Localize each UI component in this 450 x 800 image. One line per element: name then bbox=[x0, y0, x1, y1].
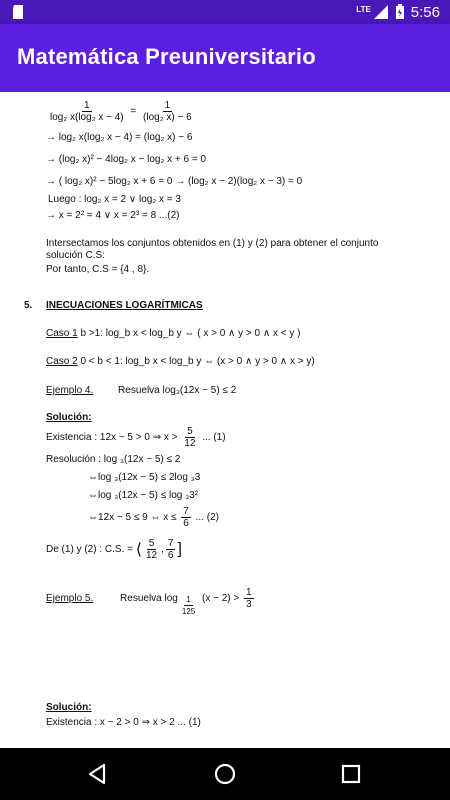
equation-tag: ... (1) bbox=[202, 432, 226, 444]
left-bracket: ⟨ bbox=[135, 541, 142, 559]
paragraph-line: solución C.S: bbox=[46, 250, 105, 261]
denominator: 3 bbox=[246, 599, 252, 610]
equation-tag: ... (2) bbox=[195, 512, 219, 524]
equation-line-6: → x = 2² = 4 ∨ x = 2³ = 8 ...(2) bbox=[46, 210, 180, 221]
fraction bbox=[244, 587, 254, 610]
resolution-line: Resolución : log ₃(12x − 5) ≤ 2 bbox=[46, 454, 181, 465]
numerator: 1 bbox=[246, 587, 252, 598]
log-base-fraction bbox=[180, 594, 197, 617]
ejemplo-5-line bbox=[46, 580, 256, 617]
app-bar bbox=[0, 24, 450, 92]
equation-line-4: → ( log₂ x)² − 5log₂ x + 6 = 0 → (log₂ x − 2)(log₂ x − 3) = 0 bbox=[46, 176, 303, 187]
equation-line-1 bbox=[46, 100, 196, 123]
resolution-text: ⇔12x − 5 ≤ 9 ⇔ x ≤ bbox=[88, 512, 177, 524]
denominator: 12 bbox=[146, 550, 158, 561]
fraction bbox=[144, 538, 159, 561]
app-title: Matemática Preuniversitario bbox=[17, 44, 316, 69]
status-bar bbox=[0, 0, 450, 24]
fraction bbox=[141, 100, 194, 123]
comma: , bbox=[161, 544, 164, 555]
equation-line-3: → (log₂ x)² − 4log₂ x − log₂ x + 6 = 0 bbox=[46, 154, 207, 165]
network-type-label: LTE bbox=[356, 4, 371, 14]
equation-line-5: Luego : log₂ x = 2 ∨ log₂ x = 3 bbox=[48, 194, 181, 205]
section-number: 5. bbox=[24, 300, 33, 311]
sd-card-icon bbox=[10, 4, 26, 20]
equals-sign: = bbox=[130, 106, 137, 118]
resolution-line: ⇔log ₃(12x − 5) ≤ 2log ₃3 bbox=[88, 472, 201, 483]
caso-text: b >1: log_b x < log_b y ⇔ ( x > 0 ∧ y > 0 ∧ x < y ) bbox=[77, 328, 301, 339]
paragraph-line: Por tanto, C.S = {4 , 8}. bbox=[46, 264, 150, 275]
ejemplo-4-line bbox=[46, 385, 236, 396]
caso-text: 0 < b < 1: log_b x < log_b y ⇔ (x > 0 ∧ y > 0 ∧ x > y) bbox=[77, 356, 315, 367]
denominator: 6 bbox=[183, 518, 189, 529]
ejemplo-text: (x − 2) > bbox=[201, 593, 240, 605]
ejemplo-label: Ejemplo 5. bbox=[46, 593, 94, 605]
clock: 5:56 bbox=[410, 3, 440, 21]
numerator: 5 bbox=[148, 538, 155, 549]
section-title: INECUACIONES LOGARÍTMICAS bbox=[46, 300, 203, 311]
ejemplo-text: Resuelva log₃(12x − 5) ≤ 2 bbox=[118, 385, 237, 396]
resolution-line: ⇔log ₃(12x − 5) ≤ log ₃3² bbox=[88, 490, 199, 501]
numerator: 7 bbox=[183, 506, 189, 517]
denominator: 12 bbox=[184, 438, 196, 449]
fraction bbox=[166, 538, 176, 561]
fraction bbox=[48, 100, 126, 123]
ejemplo-text: Resuelva log bbox=[120, 593, 178, 605]
numerator: 1 bbox=[84, 100, 90, 111]
denominator: 6 bbox=[167, 550, 174, 561]
back-icon[interactable] bbox=[82, 758, 114, 790]
document-viewer[interactable] bbox=[0, 92, 450, 748]
numerator: 7 bbox=[167, 538, 174, 549]
fraction bbox=[182, 426, 197, 449]
caso-label: Caso 1 bbox=[46, 328, 78, 339]
resolution-line bbox=[88, 506, 219, 529]
home-icon[interactable] bbox=[209, 758, 241, 790]
numerator: 1 bbox=[186, 595, 191, 604]
paragraph-line: Intersectamos los conjuntos obtenidos en (1) y (2) para obtener el conjunto bbox=[46, 238, 379, 249]
status-right bbox=[356, 0, 440, 24]
existence-line bbox=[46, 426, 226, 449]
right-bracket: ] bbox=[177, 540, 182, 558]
solution-label: Solución: bbox=[46, 412, 92, 423]
ejemplo-label: Ejemplo 4. bbox=[46, 385, 94, 396]
caso-2-line bbox=[46, 356, 315, 367]
denominator: 125 bbox=[181, 607, 196, 616]
solution-label: Solución: bbox=[46, 702, 92, 713]
denominator: log₂ x(log₂ x − 4) bbox=[50, 112, 124, 123]
numerator: 1 bbox=[164, 100, 171, 111]
denominator: (log₂ x) − 6 bbox=[143, 112, 192, 123]
existence-line: Existencia : x − 2 > 0 ⇒ x > 2 ... (1) bbox=[46, 717, 201, 728]
numerator: 5 bbox=[187, 426, 193, 437]
existence-text: Existencia : 12x − 5 > 0 ⇒ x > bbox=[46, 432, 178, 444]
caso-1-line bbox=[46, 328, 301, 339]
navigation-bar bbox=[0, 748, 450, 800]
solution-set-text: De (1) y (2) : C.S. = bbox=[46, 544, 133, 556]
fraction bbox=[181, 506, 191, 529]
recents-icon[interactable] bbox=[335, 758, 367, 790]
equation-line-2: → log₂ x(log₂ x − 4) = (log₂ x) − 6 bbox=[46, 132, 193, 143]
battery-icon bbox=[395, 4, 405, 20]
solution-set-line bbox=[46, 538, 182, 561]
caso-label: Caso 2 bbox=[46, 356, 78, 367]
signal-icon bbox=[373, 4, 389, 20]
